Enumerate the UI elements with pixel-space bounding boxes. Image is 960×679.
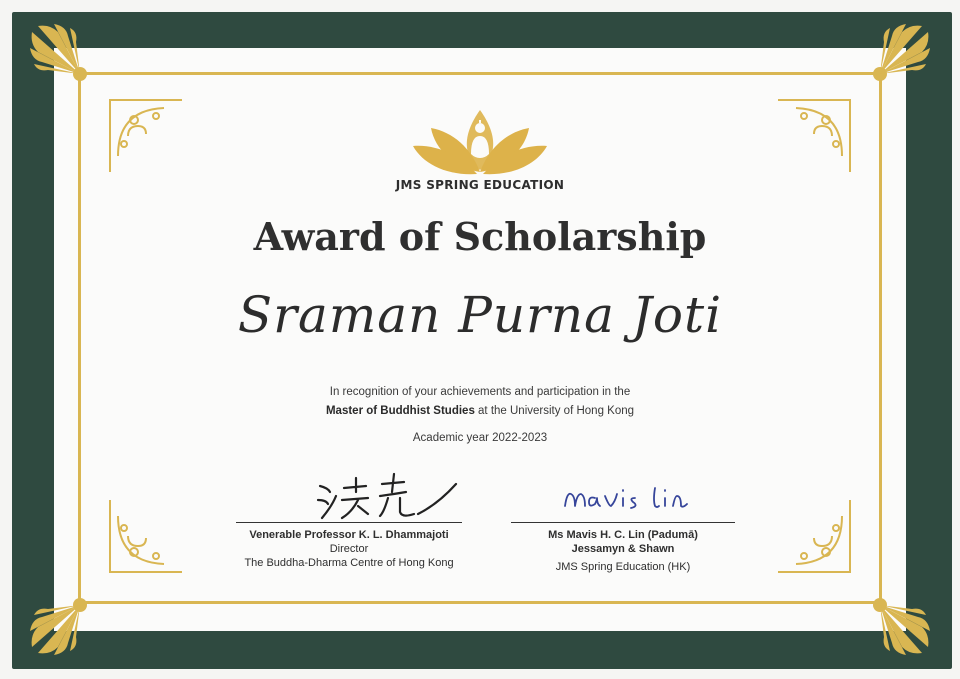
recognition-line: In recognition of your achievements and participation in the bbox=[329, 386, 631, 398]
program-suffix: at the University of Hong Kong bbox=[474, 405, 635, 417]
signature-line-left bbox=[236, 522, 462, 523]
signatory-sub-right: Jessamyn & Shawn bbox=[571, 543, 675, 555]
signatory-name-left: Venerable Professor K. L. Dhammajoti bbox=[249, 529, 449, 541]
signature-mark-right bbox=[505, 470, 741, 522]
signature-block-right bbox=[505, 470, 741, 573]
signature-mark-left bbox=[222, 470, 476, 522]
signatory-org-right: JMS Spring Education (HK) bbox=[555, 561, 691, 573]
corner-scroll-icon bbox=[774, 96, 854, 176]
program-name: Master of Buddhist Studies bbox=[325, 405, 475, 417]
handwritten-signature-image bbox=[505, 470, 741, 522]
signatory-role-left: Director bbox=[329, 543, 369, 555]
corner-scroll-icon bbox=[774, 496, 854, 576]
recipient-name: Sraman Purna Joti bbox=[237, 286, 723, 344]
signature-line-right bbox=[511, 522, 735, 523]
corner-fan-icon bbox=[28, 587, 98, 657]
logo bbox=[405, 98, 555, 178]
signatory-org-left: The Buddha-Dharma Centre of Hong Kong bbox=[244, 557, 454, 569]
handwritten-signature-image bbox=[222, 470, 476, 522]
program-line bbox=[180, 405, 780, 417]
lotus-buddha-logo-icon bbox=[405, 98, 555, 178]
organization-name: JMS SPRING EDUCATION bbox=[395, 178, 565, 192]
academic-year: Academic year 2022-2023 bbox=[412, 432, 548, 444]
certificate-title: Award of Scholarship bbox=[253, 214, 707, 259]
corner-fan-icon bbox=[862, 22, 932, 92]
corner-scroll-icon bbox=[106, 96, 186, 176]
signatory-name-right: Ms Mavis H. C. Lin (Padumā) bbox=[548, 529, 698, 541]
corner-fan-icon bbox=[862, 587, 932, 657]
signature-block-left bbox=[222, 470, 476, 569]
corner-fan-icon bbox=[28, 22, 98, 92]
corner-scroll-icon bbox=[106, 496, 186, 576]
